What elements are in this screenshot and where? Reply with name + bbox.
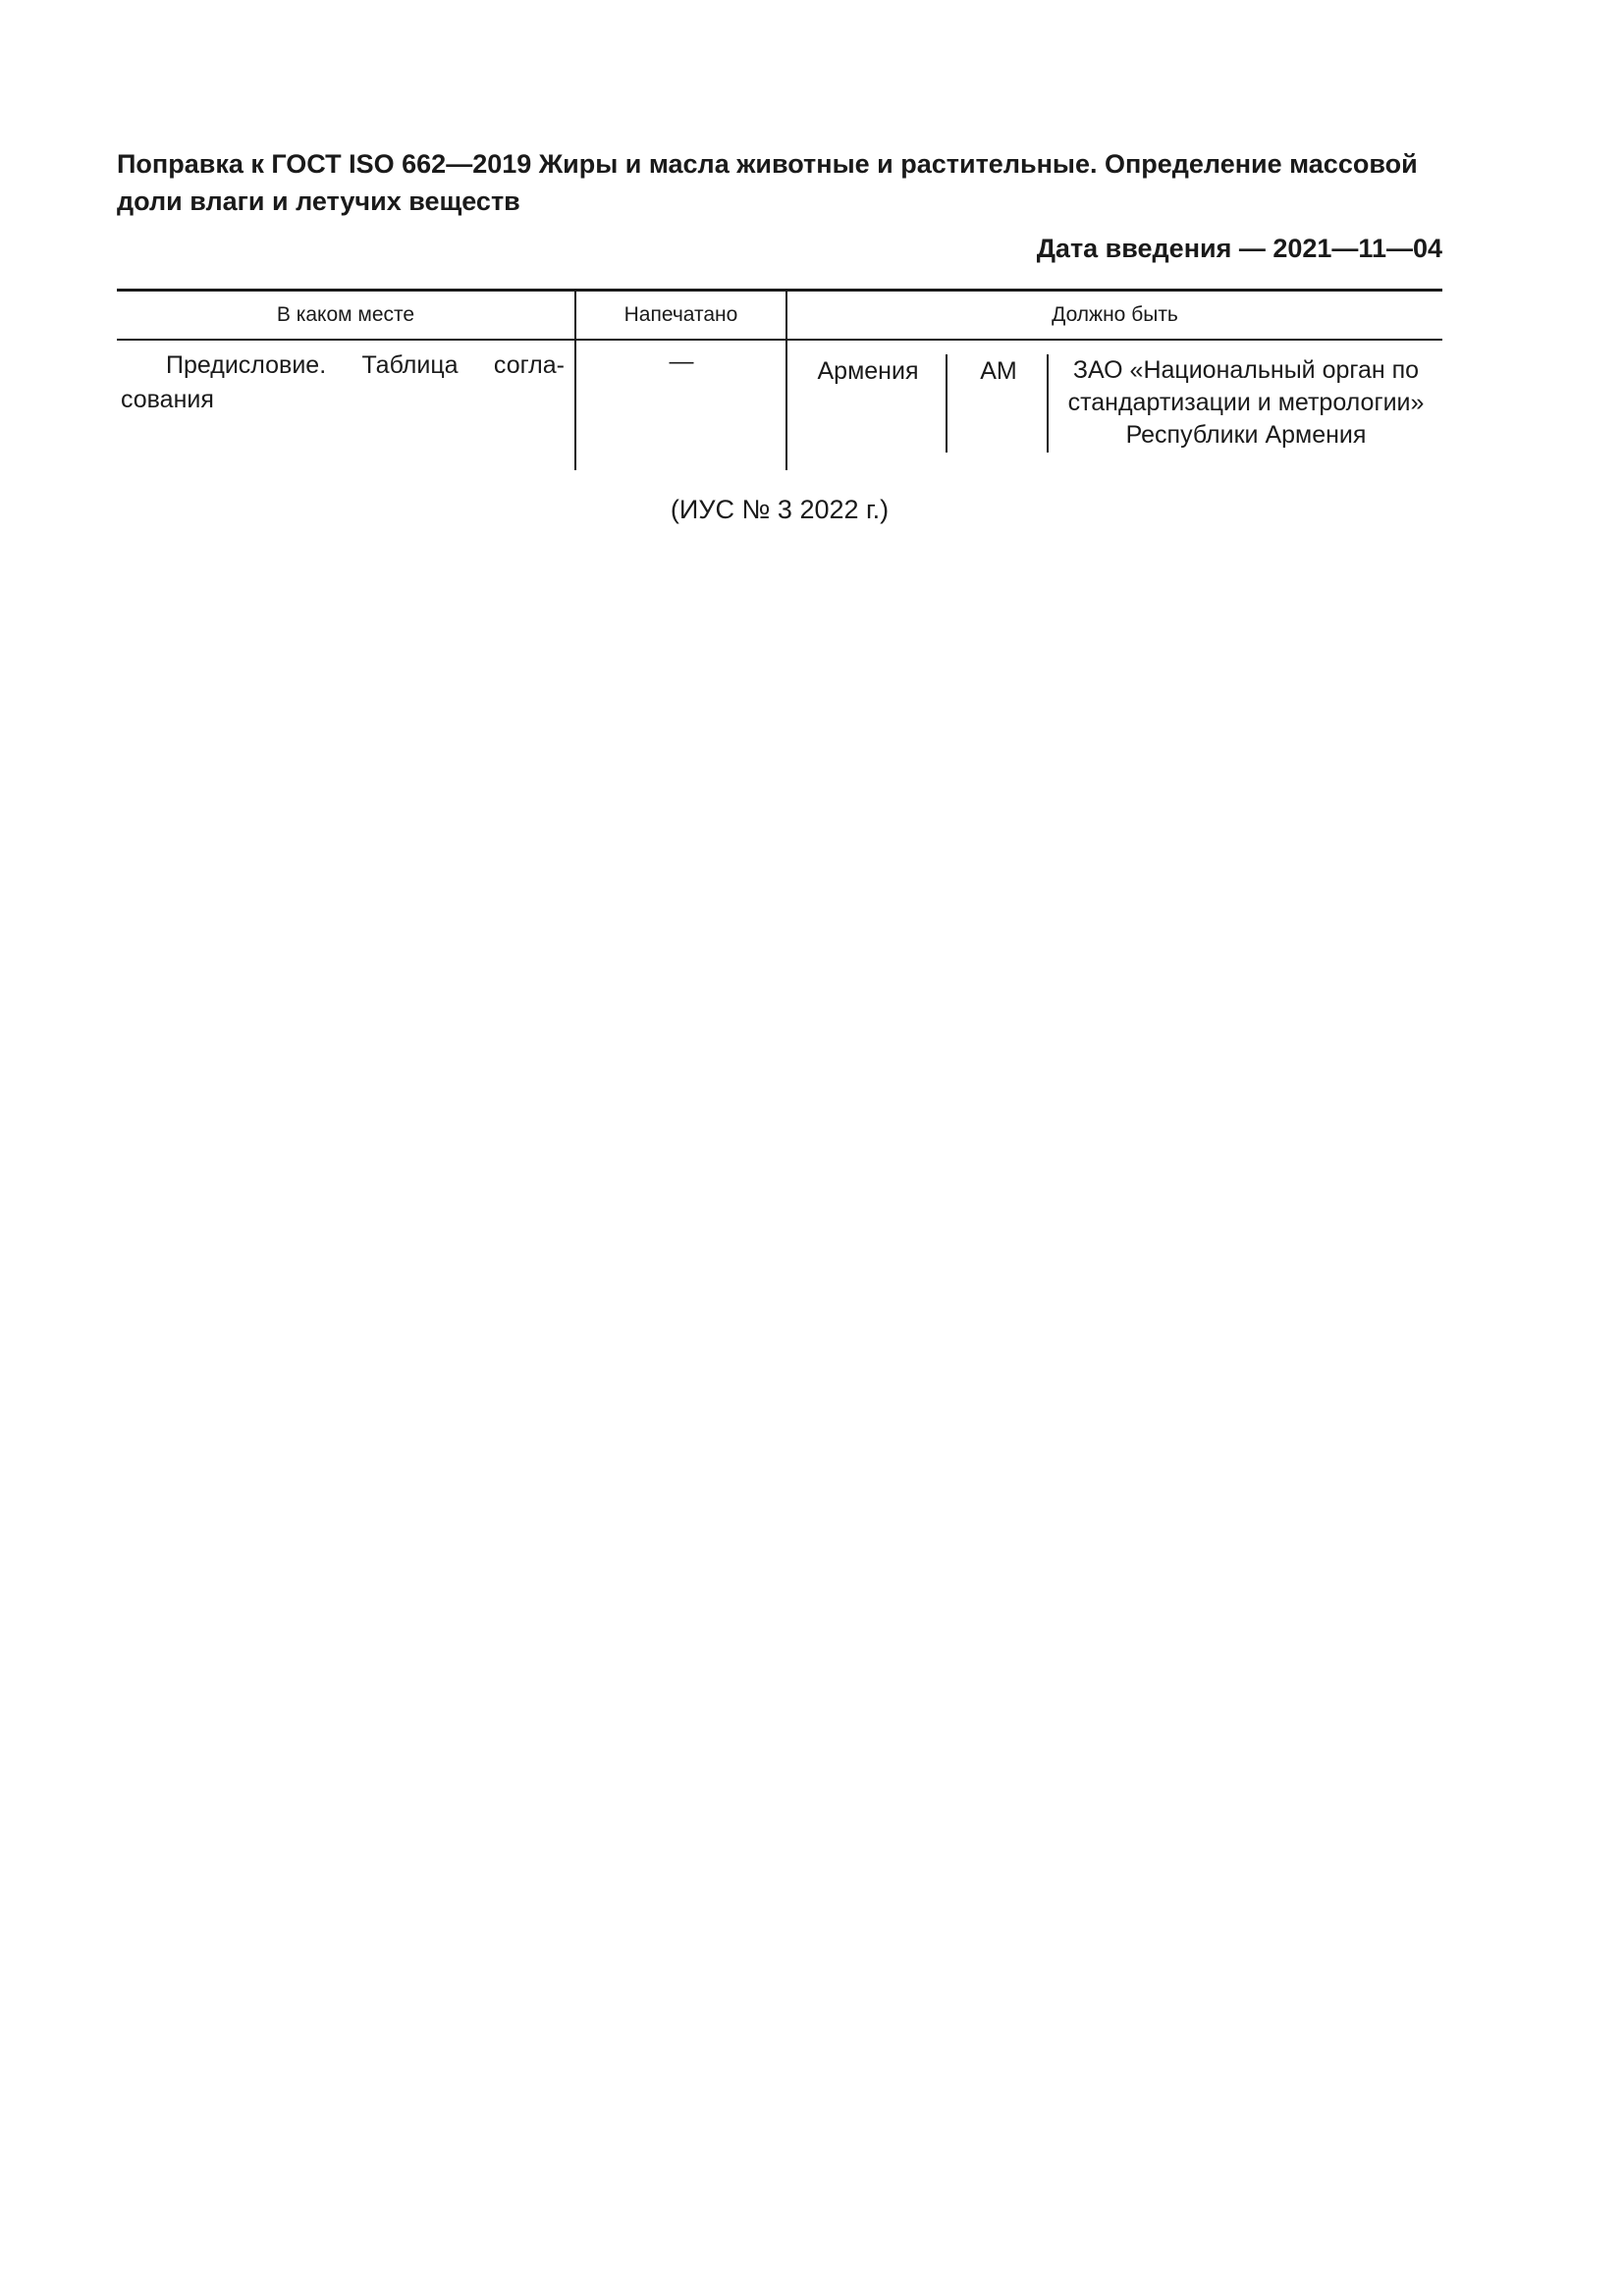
cell-where: Предисловие. Таблица согла-сования	[121, 351, 565, 413]
column-divider-1	[574, 292, 576, 470]
introduction-date: Дата введения — 2021—11—04	[1036, 234, 1442, 263]
cell-standards-body: ЗАО «Национальный орган по стандартизации и метрологии» Республики Армения	[1067, 356, 1425, 449]
header-where: В каком месте	[276, 303, 415, 326]
header-should-be: Должно быть	[1052, 303, 1178, 326]
ius-reference: (ИУС № 3 2022 г.)	[670, 495, 890, 524]
cell-country: Армения	[817, 357, 919, 385]
cell-country-code: АМ	[980, 357, 1017, 385]
header-printed: Напечатано	[623, 303, 738, 326]
table-header-row	[117, 292, 1442, 341]
amendment-table	[117, 289, 1442, 470]
column-divider-2	[785, 292, 787, 470]
cell-printed: —	[669, 347, 694, 375]
inner-divider-1	[946, 354, 947, 453]
document-title: Поправка к ГОСТ ISO 662—2019 Жиры и масла животные и растительные. Определение массовой доли влаги и летучих веществ	[117, 149, 1418, 216]
